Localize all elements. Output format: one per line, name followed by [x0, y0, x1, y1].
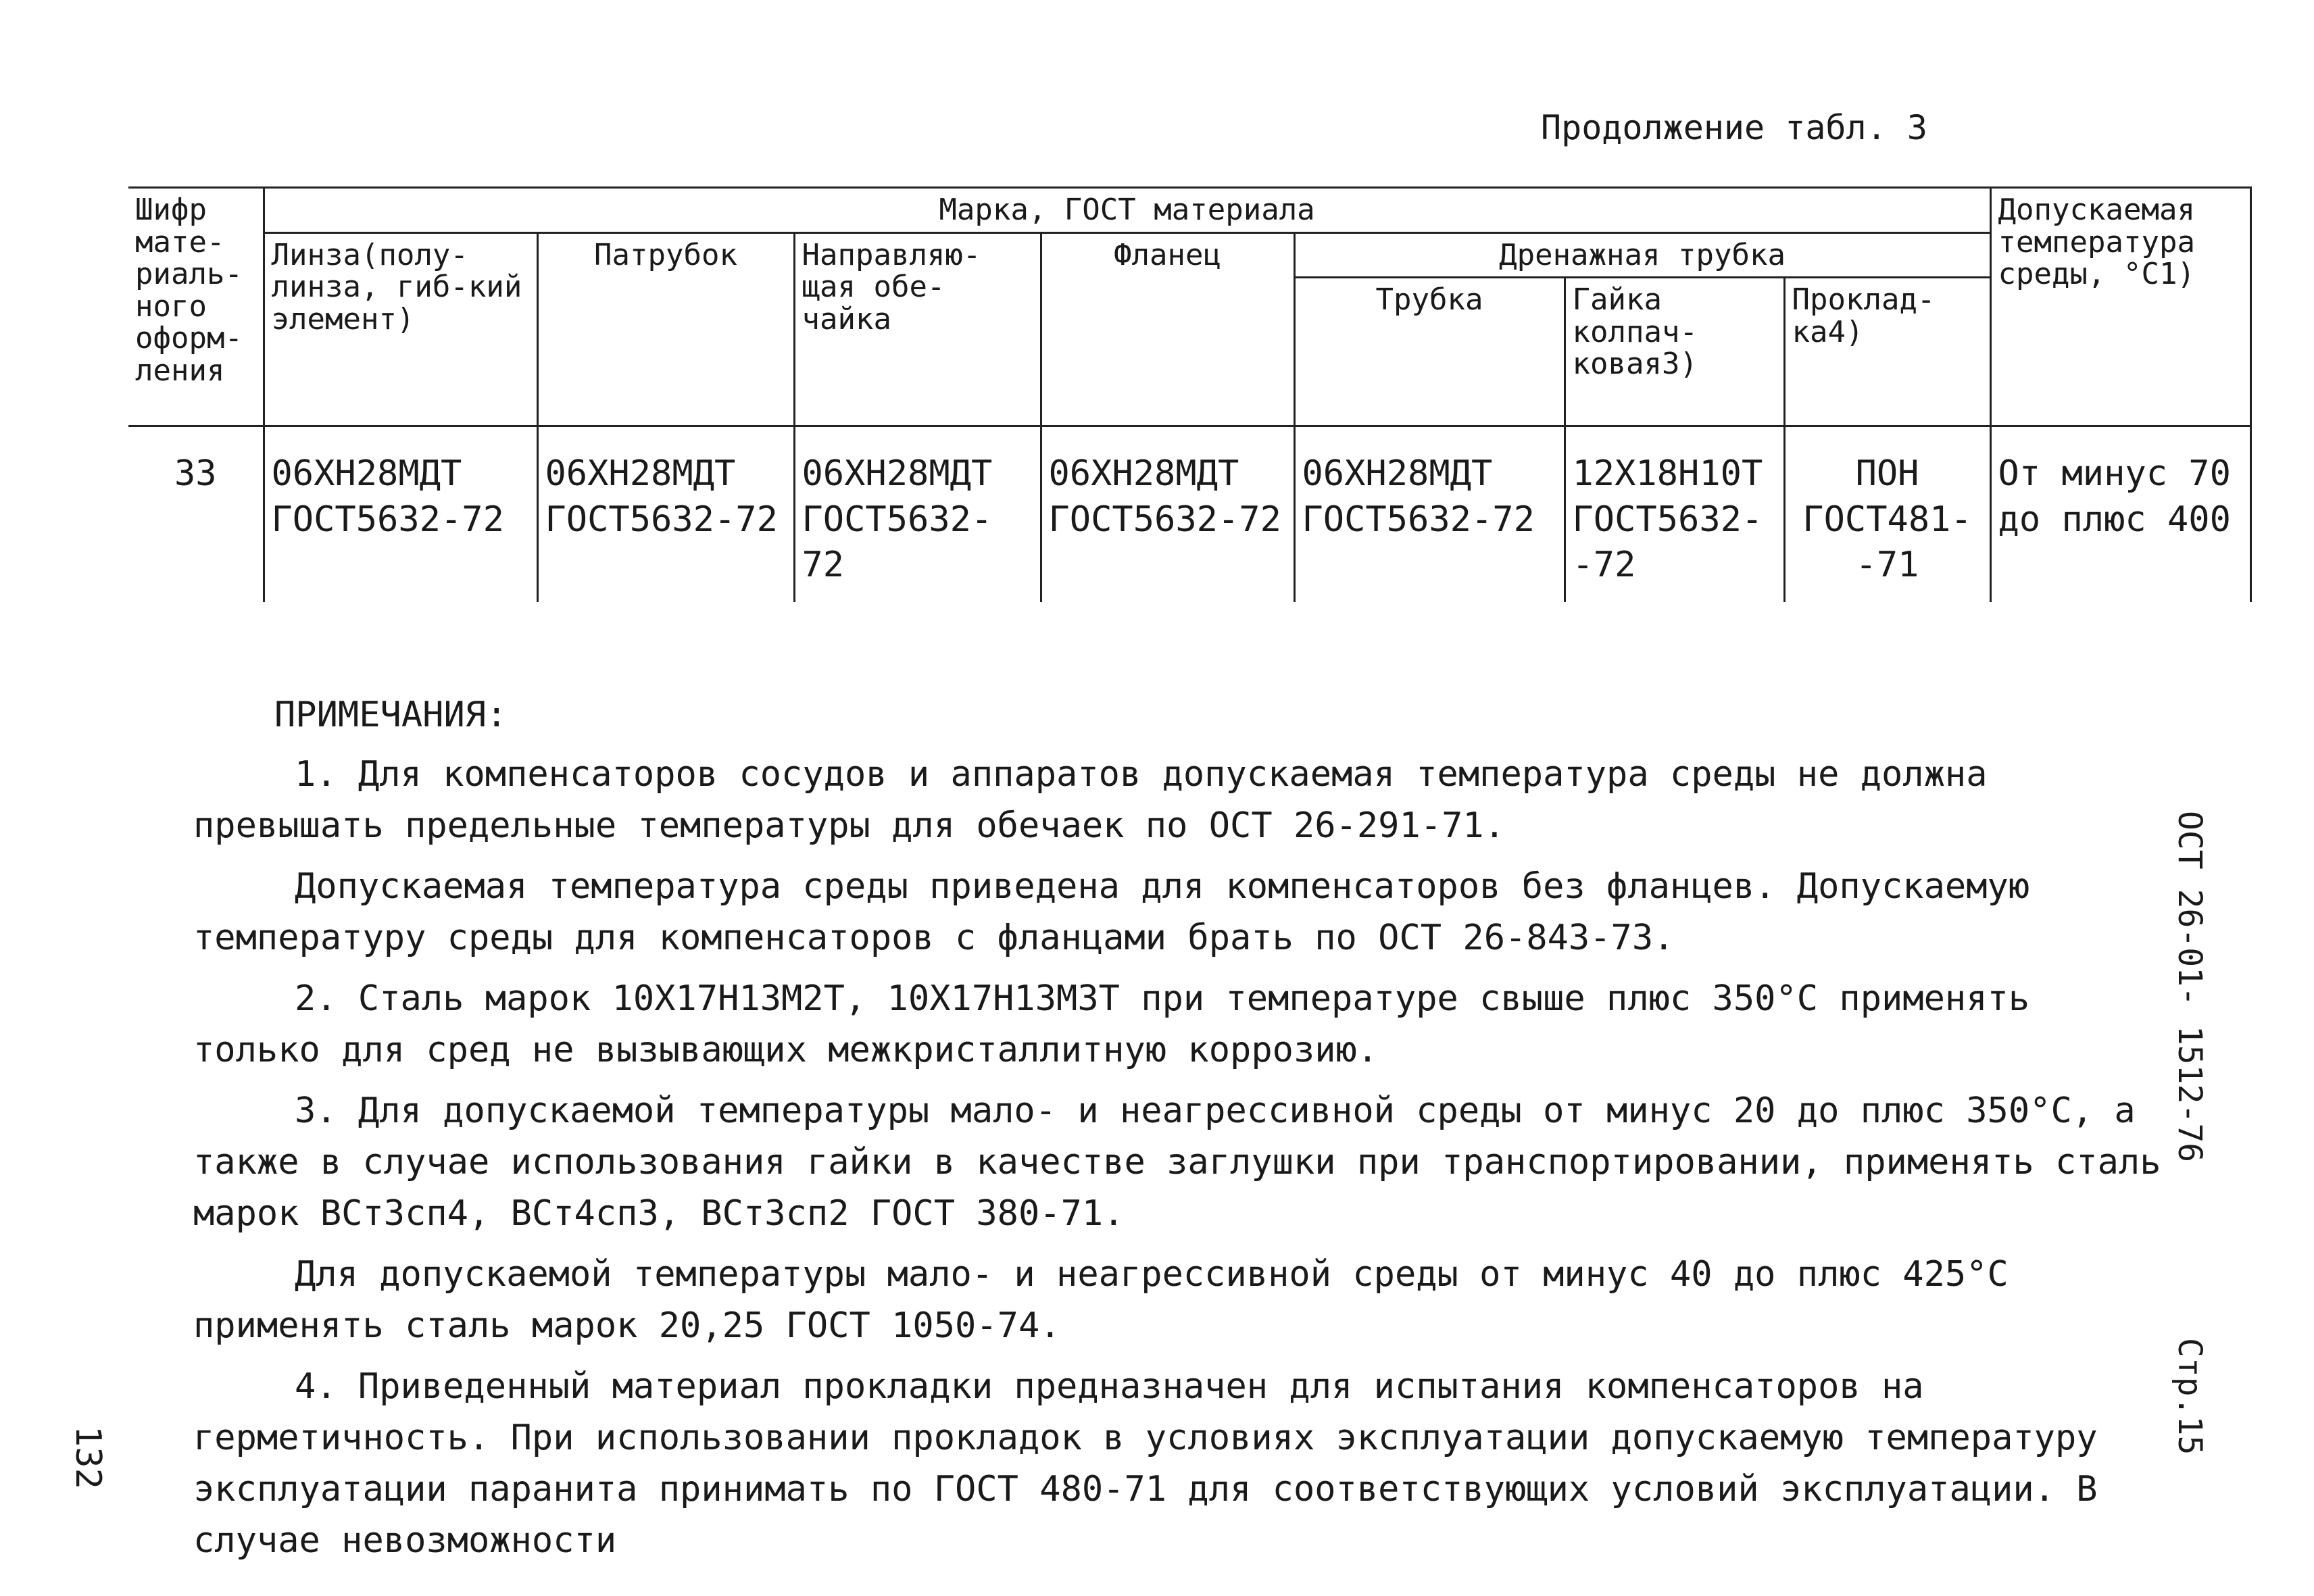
cell-gasket: ПОН ГОСТ481- -71: [1784, 426, 1990, 602]
materials-table: [128, 186, 2252, 602]
cell-pipe: 06ХН28МДТ ГОСТ5632-72: [537, 426, 794, 602]
note-1b: Допускаемая температура среды приведена для компенсаторов без фланцев. Допускаемую температуру среды для компенсаторов с фланцами брать по ОСТ 26-843-73.: [193, 866, 2030, 958]
note-2: 2. Сталь марок 10Х17Н13М2Т, 10Х17Н13М3Т при температуре свыше плюс 350°С применять только для сред не вызывающих межкристаллитную коррозию.: [193, 978, 2030, 1070]
table-row: [128, 426, 2250, 602]
header-guide-shell: Направляю-щая обе-чайка: [794, 232, 1041, 426]
continuation-label: Продолжение табл. 3: [1541, 108, 1927, 147]
cell-code: 33: [128, 426, 264, 602]
header-gasket: Проклад-ка4): [1784, 278, 1990, 426]
sheet-number: Стр.15: [2171, 1338, 2209, 1455]
notes-section: [193, 689, 2167, 1576]
note-1: 1. Для компенсаторов сосудов и аппаратов допускаемая температура среды не должна превышать предельные температуры для обечаек по ОСТ 26-291-71.: [193, 754, 1988, 846]
header-code: Шифр мате-риаль-ного оформ-ления: [128, 188, 264, 426]
cell-flange: 06ХН28МДТ ГОСТ5632-72: [1041, 426, 1294, 602]
note-4: 4. Приведенный материал прокладки предназначен для испытания компенсаторов на герметичность. При использовании прокладок в условиях эксплуатации допускаемую температуру эксплуатации паранита принимать по ГОСТ 480-71 для соответствующих условий эксплуатации. В случае невозможности: [193, 1366, 2098, 1561]
note-3: 3. Для допускаемой температуры мало- и неагрессивной среды от минус 20 до плюс 350°С, а также в случае использования гайки в качестве заглушки при транспортировании, применять сталь марок ВСт3сп4, ВСт4сп3, ВСт3сп2 ГОСТ 380-71.: [193, 1091, 2161, 1234]
cell-cap-nut: 12Х18Н10Т ГОСТ5632- -72: [1565, 426, 1784, 602]
header-material: Марка, ГОСТ материала: [264, 188, 1990, 233]
header-temperature: Допускаемая температура среды, °С1): [1990, 188, 2250, 426]
header-cap-nut: Гайка колпач-ковая3): [1565, 278, 1784, 426]
header-flange: Фланец: [1041, 232, 1294, 426]
cell-lens: 06ХН28МДТ ГОСТ5632-72: [264, 426, 537, 602]
cell-guide-shell: 06ХН28МДТ ГОСТ5632-72: [794, 426, 1041, 602]
cell-tube: 06ХН28МДТ ГОСТ5632-72: [1294, 426, 1565, 602]
cell-temperature: От минус 70 до плюс 400: [1990, 426, 2250, 602]
header-tube: Трубка: [1294, 278, 1565, 426]
note-3b: Для допускаемой температуры мало- и неагрессивной среды от минус 40 до плюс 425°С применять сталь марок 20,25 ГОСТ 1050-74.: [193, 1254, 2009, 1346]
header-drain-tube: Дренажная трубка: [1294, 232, 1990, 278]
document-code: ОСТ 26-01- 1512-76: [2171, 811, 2209, 1163]
header-pipe: Патрубок: [537, 232, 794, 426]
header-lens: Линза(полу-линза, гиб-кий элемент): [264, 232, 537, 426]
page-number: 132: [68, 1426, 108, 1489]
notes-title: ПРИМЕЧАНИЯ:: [274, 695, 508, 735]
